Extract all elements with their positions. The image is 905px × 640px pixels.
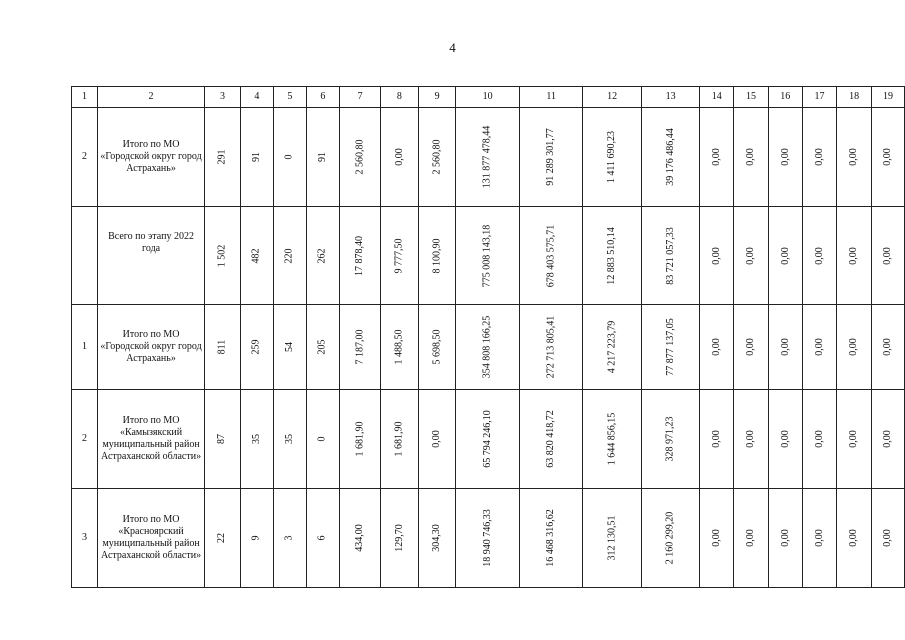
value-cell <box>734 305 769 390</box>
cell-value: 0,00 <box>710 529 722 547</box>
value-cell <box>871 305 904 390</box>
cell-value: 63 820 418,72 <box>545 410 557 468</box>
cell-value: 9 777,50 <box>393 238 405 273</box>
cell-value: 775 008 143,18 <box>481 224 493 287</box>
row-number: 1 <box>72 305 98 390</box>
cell-value: 0,00 <box>848 246 860 265</box>
value-cell <box>871 108 904 207</box>
value-cell <box>768 305 802 390</box>
cell-value: 304,30 <box>431 524 443 552</box>
header-cell: 7 <box>340 87 381 108</box>
data-table <box>71 86 905 588</box>
cell-value: 77 877 137,05 <box>664 318 676 376</box>
value-cell <box>519 305 583 390</box>
value-cell <box>381 390 419 489</box>
row-name: Итого по МО «Красноярский муниципальный район Астраханской области» <box>97 489 204 588</box>
value-cell <box>240 207 273 305</box>
cell-value: 54 <box>283 342 295 352</box>
value-cell <box>306 207 339 305</box>
value-cell <box>340 489 381 588</box>
cell-value: 291 <box>216 149 228 165</box>
value-cell <box>700 489 734 588</box>
value-cell <box>274 207 307 305</box>
value-cell <box>802 108 837 207</box>
value-cell <box>340 390 381 489</box>
cell-value: 0,00 <box>848 148 860 166</box>
cell-value: 2 560,80 <box>431 139 443 175</box>
value-cell <box>768 390 802 489</box>
value-cell <box>583 207 642 305</box>
header-cell: 6 <box>306 87 339 108</box>
value-cell <box>381 207 419 305</box>
cell-value: 0,00 <box>779 148 791 166</box>
table-row <box>72 207 905 305</box>
value-cell <box>837 305 872 390</box>
cell-value: 0,00 <box>848 338 860 356</box>
value-cell <box>381 108 419 207</box>
value-cell <box>519 207 583 305</box>
value-cell <box>802 390 837 489</box>
value-cell <box>700 305 734 390</box>
value-cell <box>205 390 241 489</box>
value-cell <box>418 108 456 207</box>
header-cell: 5 <box>274 87 307 108</box>
value-cell <box>641 108 700 207</box>
header-cell: 4 <box>240 87 273 108</box>
cell-value: 0,00 <box>779 430 791 448</box>
value-cell <box>583 305 642 390</box>
value-cell <box>802 207 837 305</box>
cell-value: 0,00 <box>848 529 860 547</box>
cell-value: 2 160 299,20 <box>664 511 676 565</box>
header-cell: 8 <box>381 87 419 108</box>
value-cell <box>768 108 802 207</box>
header-cell: 18 <box>837 87 872 108</box>
cell-value: 16 468 316,62 <box>545 509 557 567</box>
header-cell: 2 <box>97 87 204 108</box>
value-cell <box>274 108 307 207</box>
value-cell <box>340 108 381 207</box>
cell-value: 0,00 <box>813 430 825 448</box>
cell-value: 0,00 <box>745 430 757 448</box>
header-cell: 12 <box>583 87 642 108</box>
value-cell <box>519 489 583 588</box>
value-cell <box>641 207 700 305</box>
value-cell <box>306 390 339 489</box>
cell-value: 0,00 <box>393 148 405 166</box>
header-cell: 17 <box>802 87 837 108</box>
table-row <box>72 108 905 207</box>
value-cell <box>274 489 307 588</box>
row-number: 2 <box>72 108 98 207</box>
value-cell <box>456 390 520 489</box>
cell-value: 1 681,90 <box>354 421 366 457</box>
header-row <box>72 87 905 108</box>
cell-value: 6 <box>316 535 328 541</box>
row-number <box>72 207 98 305</box>
value-cell <box>274 305 307 390</box>
cell-value: 1 681,90 <box>393 421 405 457</box>
cell-value: 482 <box>250 248 262 263</box>
value-cell <box>240 489 273 588</box>
value-cell <box>700 390 734 489</box>
value-cell <box>456 305 520 390</box>
cell-value: 0 <box>316 436 328 442</box>
header-cell: 11 <box>519 87 583 108</box>
value-cell <box>240 305 273 390</box>
cell-value: 1 411 690,23 <box>606 130 618 184</box>
value-cell <box>768 489 802 588</box>
value-cell <box>734 108 769 207</box>
value-cell <box>519 108 583 207</box>
cell-value: 91 289 301,77 <box>545 128 557 186</box>
value-cell <box>306 108 339 207</box>
value-cell <box>340 207 381 305</box>
cell-value: 35 <box>250 434 262 444</box>
cell-value: 0,00 <box>881 338 893 356</box>
value-cell <box>240 108 273 207</box>
cell-value: 4 217 223,79 <box>606 320 618 374</box>
value-cell <box>418 207 456 305</box>
value-cell <box>583 489 642 588</box>
row-number: 2 <box>72 390 98 489</box>
cell-value: 205 <box>316 339 328 355</box>
cell-value: 0,00 <box>813 529 825 547</box>
value-cell <box>734 489 769 588</box>
row-name: Всего по этапу 2022 года <box>97 207 204 305</box>
cell-value: 5 698,50 <box>431 329 443 365</box>
value-cell <box>381 489 419 588</box>
row-name: Итого по МО «Городской округ город Астрахань» <box>97 108 204 207</box>
value-cell <box>381 305 419 390</box>
cell-value: 0,00 <box>813 338 825 356</box>
cell-value: 0 <box>283 154 295 160</box>
cell-value: 434,00 <box>354 524 366 552</box>
cell-value: 0,00 <box>745 246 757 265</box>
value-cell <box>306 305 339 390</box>
value-cell <box>837 207 872 305</box>
cell-value: 0,00 <box>710 148 722 166</box>
cell-value: 811 <box>216 339 228 355</box>
cell-value: 0,00 <box>710 430 722 448</box>
cell-value: 1 488,50 <box>393 329 405 365</box>
cell-value: 17 878,40 <box>354 235 366 276</box>
cell-value: 0,00 <box>813 148 825 166</box>
value-cell <box>768 207 802 305</box>
value-cell <box>837 390 872 489</box>
cell-value: 0,00 <box>745 338 757 356</box>
cell-value: 0,00 <box>745 529 757 547</box>
header-cell: 1 <box>72 87 98 108</box>
value-cell <box>274 390 307 489</box>
value-cell <box>871 489 904 588</box>
value-cell <box>240 390 273 489</box>
cell-value: 18 940 746,33 <box>481 509 493 567</box>
value-cell <box>641 305 700 390</box>
cell-value: 129,70 <box>393 524 405 552</box>
cell-value: 262 <box>316 248 328 263</box>
cell-value: 0,00 <box>881 246 893 265</box>
cell-value: 12 883 510,14 <box>606 226 618 285</box>
value-cell <box>456 207 520 305</box>
cell-value: 0,00 <box>813 246 825 265</box>
cell-value: 0,00 <box>848 430 860 448</box>
value-cell <box>734 390 769 489</box>
header-cell: 19 <box>871 87 904 108</box>
cell-value: 328 971,23 <box>664 416 676 462</box>
header-cell: 13 <box>641 87 700 108</box>
value-cell <box>205 108 241 207</box>
value-cell <box>700 207 734 305</box>
cell-value: 65 794 246,10 <box>481 410 493 468</box>
cell-value: 0,00 <box>881 529 893 547</box>
value-cell <box>837 489 872 588</box>
value-cell <box>456 108 520 207</box>
cell-value: 39 176 486,44 <box>664 128 676 186</box>
cell-value: 259 <box>250 339 262 355</box>
cell-value: 0,00 <box>881 430 893 448</box>
row-name: Итого по МО «Городской округ город Астрахань» <box>97 305 204 390</box>
value-cell <box>456 489 520 588</box>
cell-value: 3 <box>283 535 295 541</box>
value-cell <box>205 489 241 588</box>
value-cell <box>205 305 241 390</box>
cell-value: 678 403 575,71 <box>545 224 557 287</box>
cell-value: 0,00 <box>881 148 893 166</box>
cell-value: 35 <box>283 434 295 444</box>
value-cell <box>700 108 734 207</box>
value-cell <box>306 489 339 588</box>
value-cell <box>583 108 642 207</box>
cell-value: 220 <box>283 248 295 263</box>
value-cell <box>519 390 583 489</box>
cell-value: 312 130,51 <box>606 515 618 561</box>
cell-value: 87 <box>216 434 228 444</box>
cell-value: 1 644 856,15 <box>606 412 618 466</box>
cell-value: 0,00 <box>779 529 791 547</box>
table-row <box>72 489 905 588</box>
cell-value: 91 <box>316 152 328 162</box>
value-cell <box>418 305 456 390</box>
cell-value: 0,00 <box>710 246 722 265</box>
row-name: Итого по МО «Камызякский муниципальный район Астраханской области» <box>97 390 204 489</box>
cell-value: 83 721 057,33 <box>664 226 676 285</box>
cell-value: 131 877 478,44 <box>481 125 493 189</box>
cell-value: 1 502 <box>216 244 228 267</box>
cell-value: 7 187,00 <box>354 329 366 365</box>
header-cell: 3 <box>205 87 241 108</box>
value-cell <box>641 489 700 588</box>
value-cell <box>802 489 837 588</box>
value-cell <box>871 390 904 489</box>
cell-value: 0,00 <box>431 430 443 448</box>
header-cell: 15 <box>734 87 769 108</box>
cell-value: 91 <box>250 152 262 162</box>
value-cell <box>641 390 700 489</box>
value-cell <box>802 305 837 390</box>
cell-value: 0,00 <box>745 148 757 166</box>
value-cell <box>418 390 456 489</box>
table-row <box>72 305 905 390</box>
value-cell <box>734 207 769 305</box>
scan-top-marks <box>560 0 700 1</box>
value-cell <box>583 390 642 489</box>
value-cell <box>418 489 456 588</box>
value-cell <box>340 305 381 390</box>
cell-value: 354 808 166,25 <box>481 315 493 379</box>
header-cell: 16 <box>768 87 802 108</box>
cell-value: 0,00 <box>779 338 791 356</box>
value-cell <box>837 108 872 207</box>
cell-value: 272 713 805,41 <box>545 315 557 379</box>
cell-value: 22 <box>216 533 228 543</box>
value-cell <box>205 207 241 305</box>
header-cell: 9 <box>418 87 456 108</box>
header-cell: 10 <box>456 87 520 108</box>
cell-value: 2 560,80 <box>354 139 366 175</box>
table-row <box>72 390 905 489</box>
row-number: 3 <box>72 489 98 588</box>
header-cell: 14 <box>700 87 734 108</box>
cell-value: 0,00 <box>779 246 791 265</box>
page-number: 4 <box>449 40 456 55</box>
value-cell <box>871 207 904 305</box>
cell-value: 9 <box>250 535 262 541</box>
cell-value: 0,00 <box>710 338 722 356</box>
cell-value: 8 100,90 <box>431 238 443 273</box>
